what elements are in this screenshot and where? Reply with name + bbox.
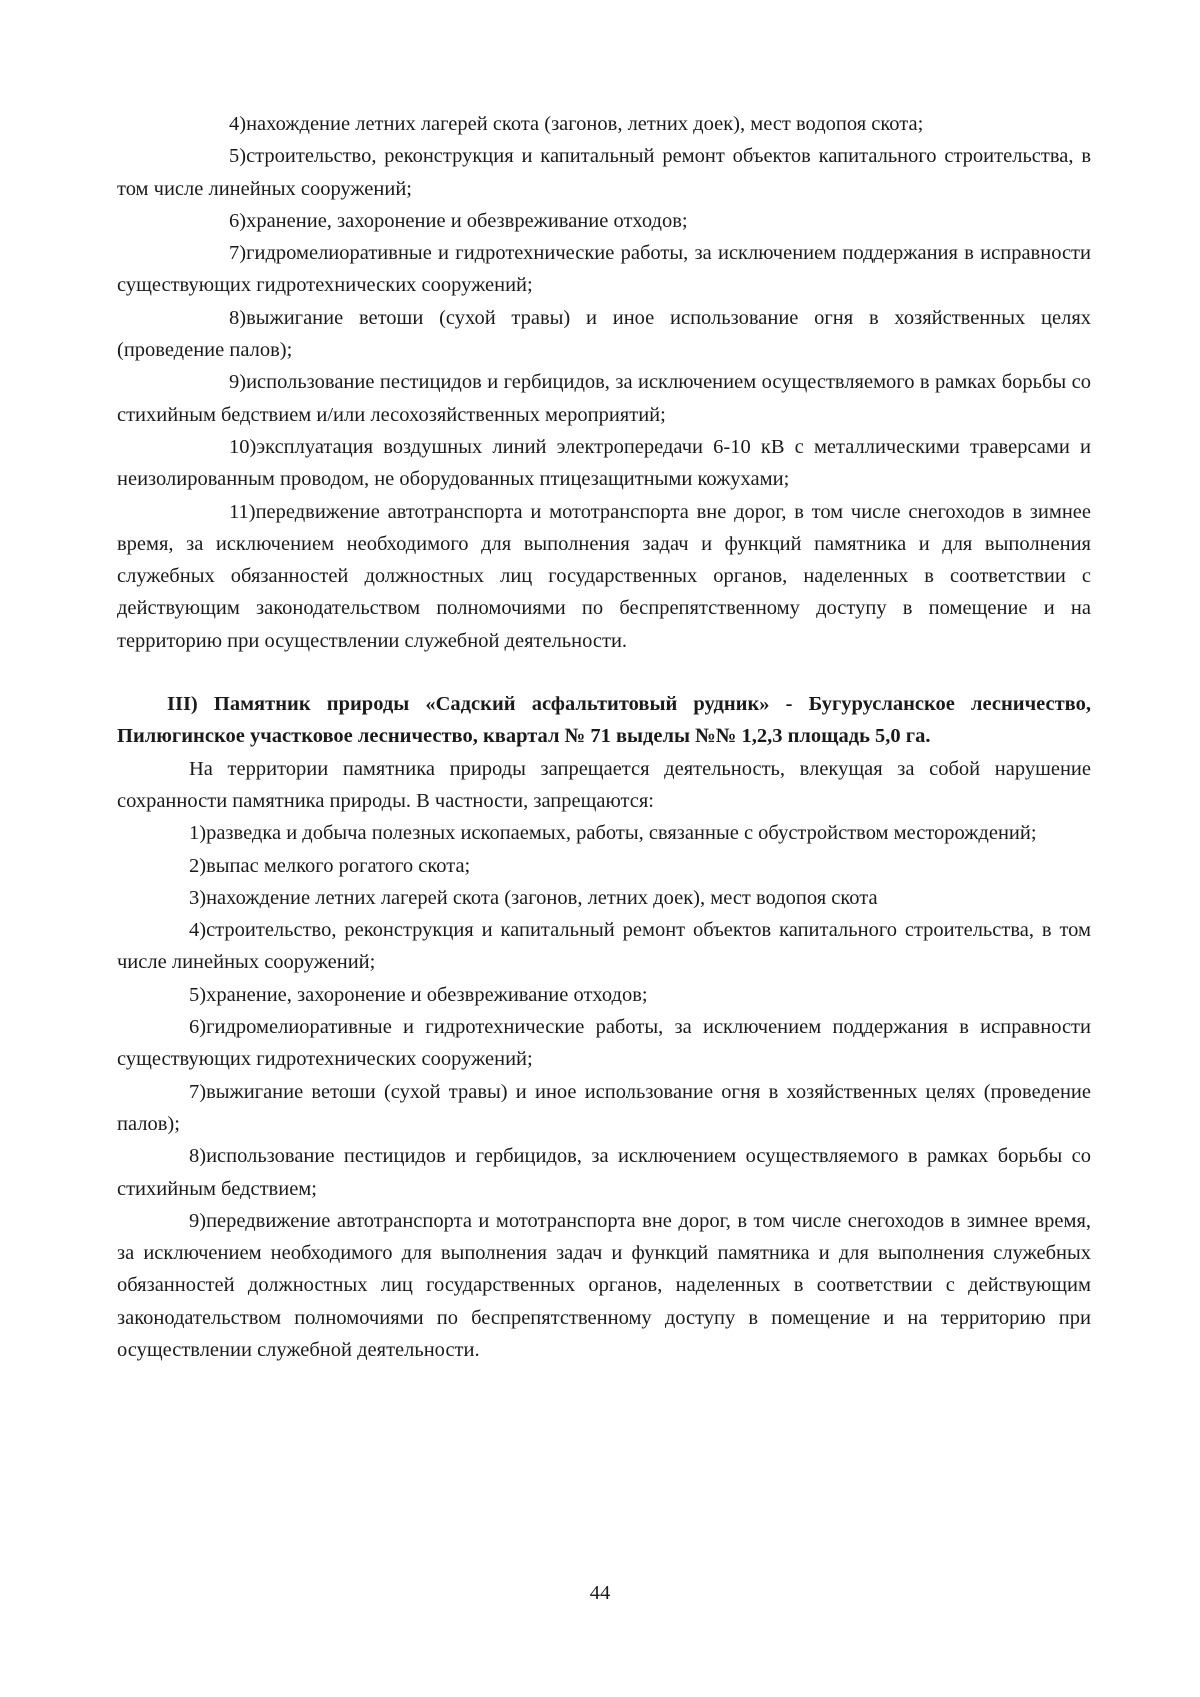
list-item bbox=[117, 496, 1091, 657]
list-item bbox=[117, 140, 1091, 205]
list-item: 6)гидромелиоративные и гидротехнические работы, за исключением поддержания в исправности существующих гидротехнических сооружений; bbox=[117, 1016, 1091, 1071]
list-item: 7)выжигание ветоши (сухой травы) и иное использование огня в хозяйственных целях (проведение палов); bbox=[117, 1080, 1091, 1135]
item-number: 8) bbox=[229, 306, 247, 329]
item-number: 7) bbox=[229, 242, 247, 265]
item-number: 5) bbox=[229, 145, 247, 168]
list-item: 1)разведка и добыча полезных ископаемых, работы, связанные с обустройством месторождений; bbox=[189, 822, 1037, 845]
item-text: передвижение автотранспорта и мототранспорта вне дорог, в том числе снегоходов в зимнее время, за исключением необходимого для выполнения задач и функций памятника и для выполнения служебных обязанностей должностных лиц государственных органов, наделенных в соответствии с действующим законодательством полномочиями по беспрепятственному доступу в помещение и на территорию при осуществлении служебной деятельности. bbox=[117, 500, 1091, 652]
item-text: строительство, реконструкция и капитальный ремонт объектов капитального строительства, в том числе линейных сооружений; bbox=[117, 145, 1091, 200]
section-heading: III) Памятник природы «Садский асфальтитовый рудник» - Бугурусланское лесничество, Пилюгинское участковое лесничество, квартал № 71 выделы №№ 1,2,3 площадь 5,0 га. bbox=[117, 693, 1091, 748]
list-item bbox=[117, 431, 1091, 496]
item-number: 10) bbox=[229, 435, 257, 458]
page-number: 44 bbox=[589, 1582, 611, 1604]
item-text: использование пестицидов и гербицидов, за исключением осуществляемого в рамках борьбы со стихийным бедствием и/или лесохозяйственных мероприятий; bbox=[117, 371, 1091, 426]
item-text: нахождение летних лагерей скота (загонов, летних доек), мест водопоя скота; bbox=[246, 113, 924, 135]
list-item: 5)хранение, захоронение и обезвреживание отходов; bbox=[189, 983, 648, 1006]
item-number: 4) bbox=[229, 113, 247, 135]
item-text: эксплуатация воздушных линий электропередачи 6-10 кВ с металлическими траверсами и неизолированным проводом, не оборудованных птицезащитными кожухами; bbox=[117, 435, 1091, 491]
list-item: 4)строительство, реконструкция и капитальный ремонт объектов капитального строительства, в том числе линейных сооружений; bbox=[117, 919, 1091, 974]
list-item bbox=[117, 108, 1091, 140]
list-item bbox=[117, 366, 1091, 431]
list-item: 8)использование пестицидов и гербицидов, за исключением осуществляемого в рамках борьбы со стихийным бедствием; bbox=[117, 1145, 1091, 1200]
list-item bbox=[117, 205, 1091, 237]
item-number: 6) bbox=[229, 209, 247, 232]
section-intro: На территории памятника природы запрещается деятельность, влекущая за собой нарушение сохранности памятника природы. В частности, запрещаются: bbox=[117, 757, 1091, 812]
list-item: 3)нахождение летних лагерей скота (загонов, летних доек), мест водопоя скота bbox=[189, 886, 878, 909]
list-item: 9)передвижение автотранспорта и мототранспорта вне дорог, в том числе снегоходов в зимнее время, за исключением необходимого для выполнения задач и функций памятника и для выполнения служебных обязанностей должностных лиц государственных органов, наделенных в соответствии с действующим законодательством полномочиями по беспрепятственному доступу в помещение и на территорию при осуществлении служебной деятельности. bbox=[117, 1209, 1091, 1361]
document-page bbox=[117, 108, 1091, 1366]
list-item: 2)выпас мелкого рогатого скота; bbox=[189, 854, 471, 877]
item-text: хранение, захоронение и обезвреживание отходов; bbox=[246, 209, 688, 232]
item-number: 11) bbox=[229, 500, 256, 523]
list-item bbox=[117, 302, 1091, 367]
item-text: гидромелиоративные и гидротехнические работы, за исключением поддержания в исправности существующих гидротехнических сооружений; bbox=[117, 242, 1091, 297]
list-item bbox=[117, 237, 1091, 302]
item-number: 9) bbox=[229, 371, 247, 394]
item-text: выжигание ветоши (сухой травы) и иное использование огня в хозяйственных целях (проведение палов); bbox=[117, 306, 1091, 362]
